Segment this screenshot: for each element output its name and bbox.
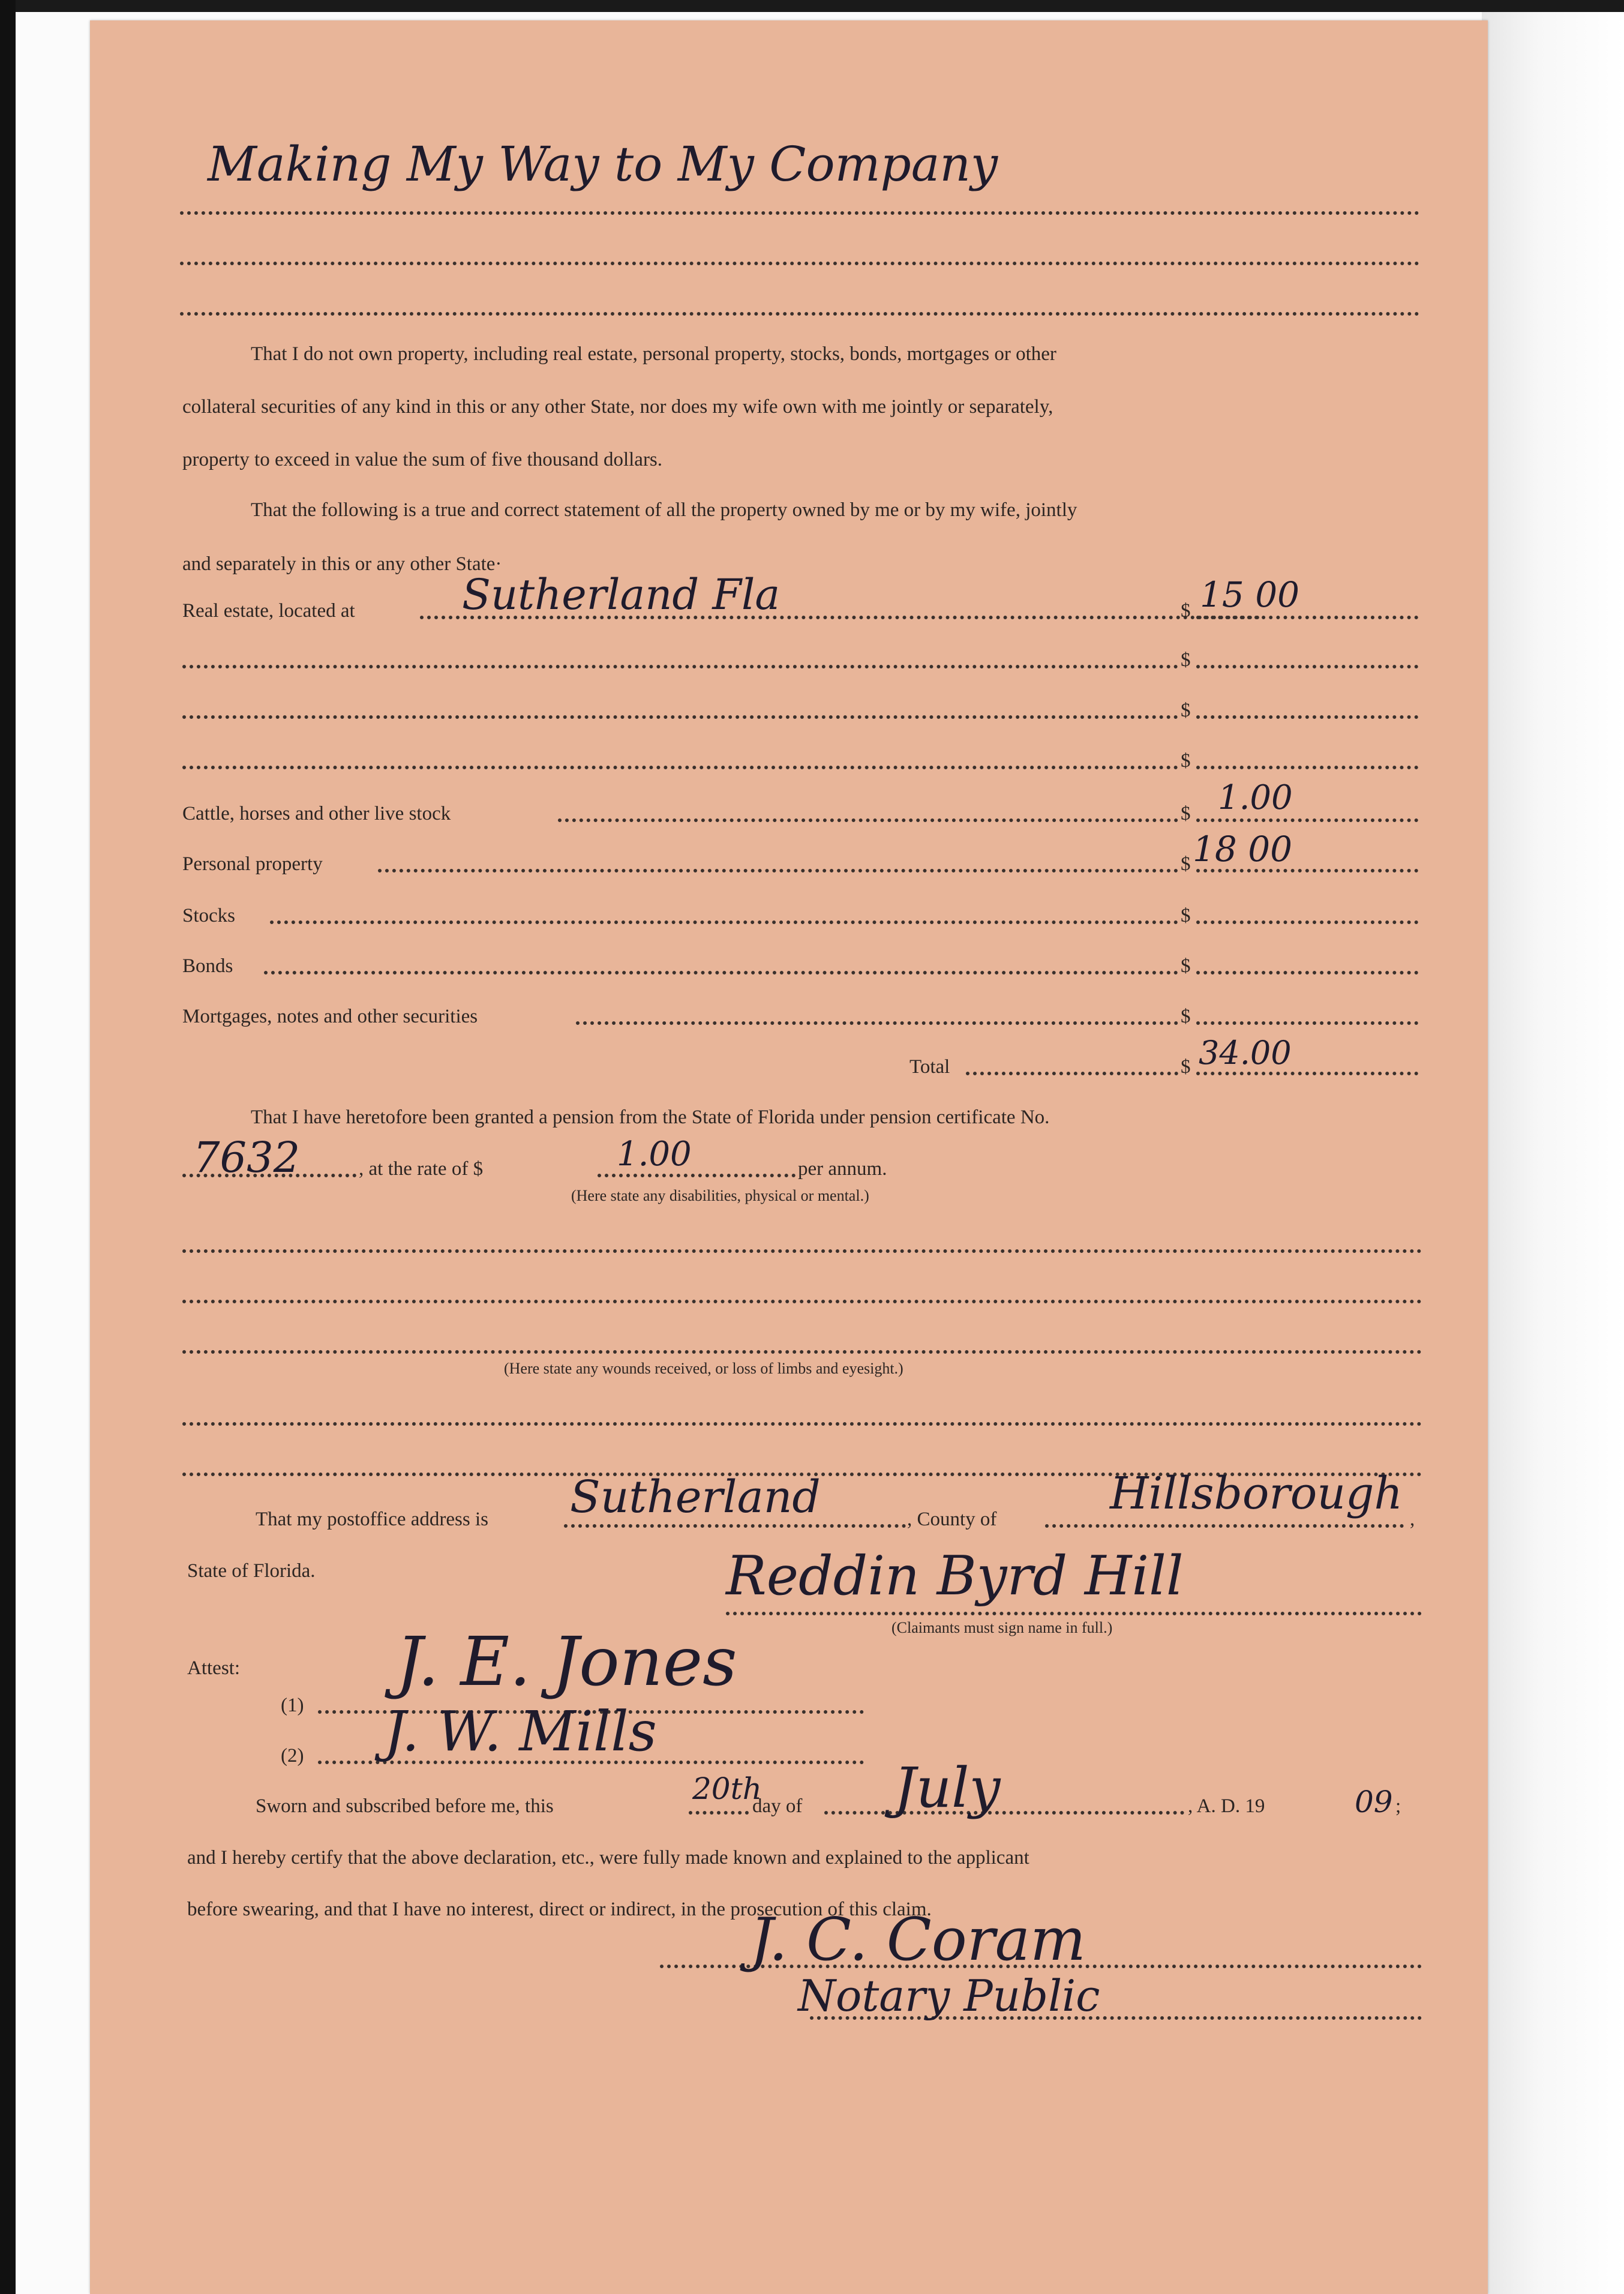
pension-line: That I have heretofore been granted a pension from the State of Florida under pension certificate No. <box>251 1106 1050 1128</box>
certify-line2: before swearing, and that I have no interest, direct or indirect, in the prosecution of this claim. <box>187 1899 932 1920</box>
county-value: Hillsborough <box>1110 1468 1403 1519</box>
blank-row-3-value <box>1196 766 1418 769</box>
para1-line3: property to exceed in value the sum of five thousand dollars. <box>182 449 663 470</box>
para2-line2: and separately in this or any other State· <box>182 553 502 575</box>
sworn-month: July <box>894 1756 1001 1820</box>
witness1-signature: J. E. Jones <box>396 1623 737 1701</box>
blank-row-1 <box>182 665 1178 668</box>
livestock-label: Cattle, horses and other live stock <box>182 803 451 824</box>
witness2-signature: J. W. Mills <box>384 1699 657 1764</box>
intro-line-1 <box>180 211 1419 215</box>
sworn-year: 09 <box>1355 1785 1393 1819</box>
bonds-value-line <box>1196 971 1418 974</box>
real-estate-value: 15 00 <box>1200 574 1300 615</box>
total-value: 34.00 <box>1199 1034 1292 1072</box>
stocks-dollar: $ <box>1181 905 1191 926</box>
day-of: day of <box>752 1795 803 1817</box>
personal-property-dollar: $ <box>1181 853 1191 875</box>
plastic-sleeve <box>1482 12 1624 2294</box>
mortgages-value-line <box>1196 1021 1418 1025</box>
rate-value-line <box>598 1174 796 1177</box>
mortgages-leader <box>576 1021 1178 1025</box>
notary-title: Notary Public <box>798 1971 1100 2021</box>
certify-line1: and I hereby certify that the above declaration, etc., were fully made known and explained to the applicant <box>187 1847 1029 1869</box>
attest-label: Attest: <box>187 1657 240 1679</box>
sworn-label: Sworn and subscribed before me, this <box>256 1795 554 1817</box>
intro-line-3 <box>180 312 1419 316</box>
county-label: , County of <box>907 1509 997 1530</box>
bonds-dollar: $ <box>1181 955 1191 977</box>
notary-signature: J. C. Coram <box>750 1906 1086 1974</box>
scan-top-border <box>0 0 1624 12</box>
total-dollar: $ <box>1181 1056 1191 1078</box>
real-estate-value-line <box>1196 616 1418 619</box>
pension-form-page <box>90 20 1488 2294</box>
claimant-signature-line <box>726 1612 1422 1615</box>
disabilities-note: (Here state any disabilities, physical or mental.) <box>571 1187 869 1204</box>
para1-line1: That I do not own property, including real estate, personal property, stocks, bonds, mortgages or other <box>251 343 1056 365</box>
real-estate-location: Sutherland Fla <box>462 570 781 619</box>
sworn-day-line <box>689 1811 749 1815</box>
stocks-leader <box>270 920 1178 924</box>
disabilities-line-1 <box>182 1249 1422 1253</box>
county-comma: , <box>1410 1509 1415 1530</box>
blank-row-1-dollar: $ <box>1181 649 1191 671</box>
personal-property-label: Personal property <box>182 853 323 875</box>
disabilities-line-2 <box>182 1300 1422 1303</box>
total-value-line <box>1196 1072 1418 1075</box>
intro-line-2 <box>180 262 1419 265</box>
blank-row-1-value <box>1196 665 1418 668</box>
bonds-label: Bonds <box>182 955 233 977</box>
stocks-label: Stocks <box>182 905 236 926</box>
scan-left-border <box>0 0 16 2294</box>
postoffice-value: Sutherland <box>570 1471 821 1523</box>
livestock-dollar: $ <box>1181 803 1191 824</box>
blank-row-3 <box>182 766 1178 769</box>
blank-row-2 <box>182 715 1178 719</box>
state-label: State of Florida. <box>187 1560 316 1582</box>
wounds-line-1 <box>182 1422 1422 1426</box>
rate-value: 1.00 <box>617 1135 692 1174</box>
per-annum: per annum. <box>798 1158 887 1180</box>
personal-property-value: 18 00 <box>1193 829 1293 869</box>
personal-property-leader <box>378 869 1178 872</box>
handwritten-intro: Making My Way to My Company <box>208 136 998 192</box>
wounds-note: (Here state any wounds received, or loss of limbs and eyesight.) <box>504 1360 903 1377</box>
witness1-num: (1) <box>281 1695 304 1716</box>
total-leader <box>966 1072 1178 1075</box>
sworn-day: 20th <box>692 1771 762 1806</box>
blank-row-2-value <box>1196 715 1418 719</box>
claimant-signature: Reddin Byrd Hill <box>726 1545 1184 1608</box>
livestock-value-line <box>1196 818 1418 822</box>
county-value-line <box>1045 1524 1404 1528</box>
certificate-no: 7632 <box>193 1133 301 1182</box>
sworn-month-line <box>824 1811 1184 1815</box>
disabilities-line-3 <box>182 1350 1422 1354</box>
witness2-num: (2) <box>281 1745 304 1767</box>
livestock-value: 1.00 <box>1218 778 1293 817</box>
stocks-value-line <box>1196 920 1418 924</box>
postoffice-value-line <box>564 1524 906 1528</box>
ad-label: , A. D. 19 <box>1188 1795 1265 1817</box>
real-estate-label: Real estate, located at <box>182 600 355 622</box>
bonds-leader <box>264 971 1178 974</box>
real-estate-dollar: $ <box>1181 600 1191 622</box>
livestock-leader <box>558 818 1178 822</box>
postoffice-label: That my postoffice address is <box>256 1509 488 1530</box>
para1-line2: collateral securities of any kind in this or any other State, nor does my wife own with me jointly or separately, <box>182 396 1053 418</box>
blank-row-2-dollar: $ <box>1181 700 1191 721</box>
mortgages-label: Mortgages, notes and other securities <box>182 1006 478 1027</box>
total-label: Total <box>909 1056 950 1078</box>
rate-label: , at the rate of $ <box>359 1158 484 1180</box>
claimant-note: (Claimants must sign name in full.) <box>891 1619 1113 1636</box>
sworn-semicolon: ; <box>1395 1795 1401 1817</box>
blank-row-3-dollar: $ <box>1181 750 1191 772</box>
mortgages-dollar: $ <box>1181 1006 1191 1027</box>
para2-line1: That the following is a true and correct statement of all the property owned by me or by my wife, jointly <box>251 499 1077 521</box>
